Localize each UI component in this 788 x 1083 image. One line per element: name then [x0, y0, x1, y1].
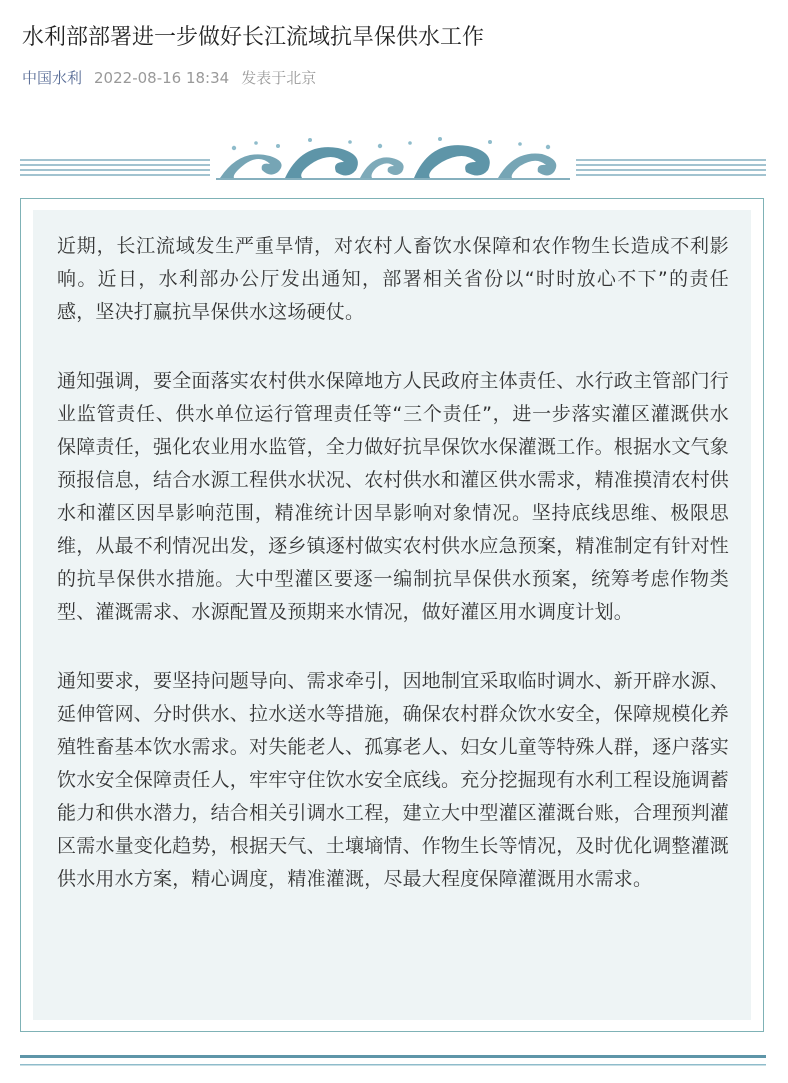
article-meta: [22, 66, 316, 90]
content-card: [20, 198, 764, 1032]
source-link[interactable]: 中国水利: [22, 69, 83, 87]
publish-location: 发表于北京: [241, 69, 317, 87]
publish-time: 2022-08-16 18:34: [94, 69, 230, 87]
content-card-inner: [33, 210, 751, 1020]
paragraph-3: 通知要求，要坚持问题导向、需求牵引，因地制宜采取临时调水、新开辟水源、延伸管网、分时供水、拉水送水等措施，确保农村群众饮水安全，保障规模化养殖牲畜基本饮水需求。对失能老人、孤寡老人、妇女儿童等特殊人群，逐户落实饮水安全保障责任人，牢牢守住饮水安全底线。充分挖掘现有水利工程设施调蓄能力和供水潜力，结合相关引调水工程，建立大中型灌区灌溉台账，合理预判灌区需水量变化趋势，根据天气、土壤墒情、作物生长等情况，及时优化调整灌溉供水用水方案，精心调度，精准灌溉，尽最大程度保障灌溉用水需求。: [57, 670, 730, 890]
wave-divider-ornament: [20, 134, 766, 186]
bottom-divider: [20, 1052, 766, 1072]
paragraph-1: 近期，长江流域发生严重旱情，对农村人畜饮水保障和农作物生长造成不利影响。近日，水利部办公厅发出通知，部署相关省份以“时时放心不下”的责任感，坚决打赢抗旱保供水这场硬仗。: [57, 235, 729, 323]
article-title: 水利部部署进一步做好长江流域抗旱保供水工作: [22, 25, 485, 50]
paragraph-2: 通知强调，要全面落实农村供水保障地方人民政府主体责任、水行政主管部门行业监管责任、供水单位运行管理责任等“三个责任”，进一步落实灌区灌溉供水保障责任，强化农业用水监管，全力做好抗旱保饮水保灌溉工作。根据水文气象预报信息，结合水源工程供水状况、农村供水和灌区供水需求，精准摸清农村供水和灌区因旱影响范围，精准统计因旱影响对象情况。坚持底线思维、极限思维，从最不利情况出发，逐乡镇逐村做实农村供水应急预案，精准制定有针对性的抗旱保供水措施。大中型灌区要逐一编制抗旱保供水预案，统筹考虑作物类型、灌溉需求、水源配置及预期来水情况，做好灌区用水调度计划。: [57, 370, 730, 623]
